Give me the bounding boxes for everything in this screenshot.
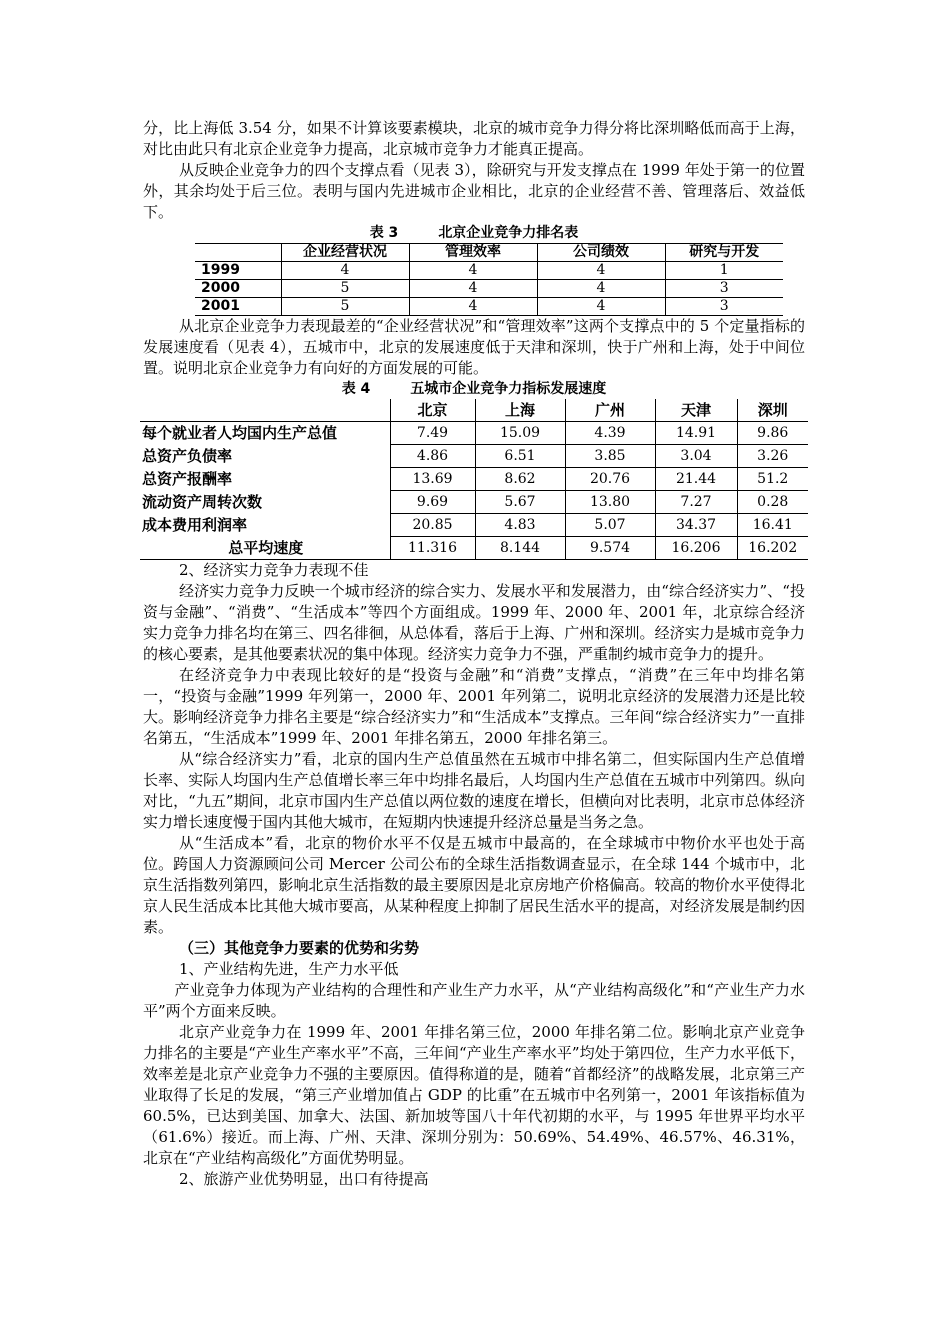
table-cell: 4 (537, 280, 665, 298)
table-row-header: 成本费用利润率 (140, 514, 390, 537)
table-row (195, 298, 783, 316)
table-cell: 13.69 (390, 468, 475, 491)
paragraph: 在经济竞争力中表现比较好的是“投资与金融”和“消费”支撑点，“消费”在三年中均排名第一，“投资与金融”1999 年列第一，2000 年、2001 年列第二，说明北京经济的发展潜力还是比较大。影响经济竞争力排名主要是“综合经济实力”和“生活成本”支撑点。三年间“综合经济实力”一直排名第五，“生活成本”1999 年、2001 年排名第五，2000 年排名第三。 (143, 666, 805, 747)
table-cell: 9.574 (565, 537, 655, 560)
table-cell: 51.2 (737, 468, 808, 491)
table-row (140, 468, 808, 491)
table-cell: 20.85 (390, 514, 475, 537)
document-page (143, 118, 805, 1190)
table-row-header: 1999 (195, 262, 281, 280)
paragraph: 分，比上海低 3.54 分，如果不计算该要素模块，北京的城市竞争力得分将比深圳略低而高于上海，对比由此只有北京企业竞争力提高，北京城市竞争力才能真正提高。 (143, 119, 805, 158)
table-row (195, 262, 783, 280)
table-cell: 4.83 (475, 514, 565, 537)
table-cell: 14.91 (655, 422, 737, 445)
paragraph: 产业竞争力体现为产业结构的合理性和产业生产力水平，从“产业结构高级化”和“产业生产力水平”两个方面来反映。 (143, 981, 805, 1020)
section-heading: 2、经济实力竞争力表现不佳 (179, 561, 369, 579)
table-row (140, 491, 808, 514)
table4-caption-number: 表 4 (341, 381, 371, 397)
paragraph: 从反映企业竞争力的四个支撑点看（见表 3），除研究与开发支撑点在 1999 年处于第一的位置外，其余均处于后三位。表明与国内先进城市企业相比，北京的企业经营不善、管理落后、效益低下。 (143, 161, 805, 221)
table4-caption (143, 379, 805, 399)
table-row (195, 280, 783, 298)
table-cell: 4.86 (390, 445, 475, 468)
table3-caption-number: 表 3 (369, 225, 399, 241)
table-cell: 4 (409, 298, 537, 316)
table3 (195, 243, 783, 316)
table-header-cell (140, 399, 390, 422)
table-cell: 13.80 (565, 491, 655, 514)
table-header-cell: 公司绩效 (537, 244, 665, 262)
table-cell: 4.39 (565, 422, 655, 445)
subsection-heading: 1、产业结构先进，生产力水平低 (179, 960, 399, 978)
paragraph: 从“综合经济实力”看，北京的国内生产总值虽然在五城市中排名第二，但实际国内生产总值增长率、实际人均国内生产总值增长率三年中均排名最后，人均国内生产总值在五城市中列第四。纵向对比，“九五”期间，北京市国内生产总值以两位数的速度在增长，但横向对比表明，北京市总体经济实力增长速度慢于国内其他大城市，在短期内快速提升经济总量是当务之急。 (143, 750, 805, 831)
table-cell: 34.37 (655, 514, 737, 537)
table-row-header: 2001 (195, 298, 281, 316)
table-cell: 4 (281, 262, 409, 280)
table-cell: 4 (409, 262, 537, 280)
table-cell: 11.316 (390, 537, 475, 560)
table-cell: 3.04 (655, 445, 737, 468)
table-row-header: 每个就业者人均国内生产总值 (140, 422, 390, 445)
table-cell: 3.85 (565, 445, 655, 468)
table-cell: 9.86 (737, 422, 808, 445)
table-row-header: 总平均速度 (140, 537, 390, 560)
subsection-heading: 2、旅游产业优势明显，出口有待提高 (179, 1170, 429, 1188)
table-cell: 9.69 (390, 491, 475, 514)
table-row-header: 流动资产周转次数 (140, 491, 390, 514)
table-cell: 7.49 (390, 422, 475, 445)
table-cell: 5.07 (565, 514, 655, 537)
table-row (140, 514, 808, 537)
section-heading: （三）其他竞争力要素的优势和劣势 (179, 939, 420, 957)
table-row-header: 总资产负债率 (140, 445, 390, 468)
table-header-cell (195, 244, 281, 262)
table-header-cell: 广州 (565, 399, 655, 422)
table-header-cell: 北京 (390, 399, 475, 422)
table-row (140, 422, 808, 445)
table-cell: 8.62 (475, 468, 565, 491)
table-row-header: 2000 (195, 280, 281, 298)
table-header-row (195, 244, 783, 262)
table-cell: 4 (537, 298, 665, 316)
table-row (140, 537, 808, 560)
table-header-cell: 研究与开发 (665, 244, 783, 262)
table-header-cell: 深圳 (737, 399, 808, 422)
table-cell: 5 (281, 298, 409, 316)
table-header-row (140, 399, 808, 422)
table-cell: 4 (537, 262, 665, 280)
table-cell: 6.51 (475, 445, 565, 468)
table-cell: 3.26 (737, 445, 808, 468)
paragraph: 北京产业竞争力在 1999 年、2001 年排名第三位，2000 年排名第二位。影响北京产业竞争力排名的主要是“产业生产率水平”不高，三年间“产业生产率水平”均处于第四位，生产力水平低下，效率差是北京产业竞争力不强的主要原因。值得称道的是，随着“首都经济”的战略发展，北京第三产业取得了长足的发展，“第三产业增加值占 GDP 的比重”在五城市中名列第一，2001 年该指标值为 60.5%，已达到美国、加拿大、法国、新加坡等国八十年代初期的水平，与 1995 年世界平均水平（61.6%）接近。而上海、广州、天津、深圳分别为：50.69%、54.49%、46.57%、46.31%，北京在“产业结构高级化”方面优势明显。 (143, 1023, 805, 1167)
table-cell: 5.67 (475, 491, 565, 514)
table4 (140, 399, 808, 560)
paragraph: 从北京企业竞争力表现最差的“企业经营状况”和“管理效率”这两个支撑点中的 5 个定量指标的发展速度看（见表 4），五城市中，北京的发展速度低于天津和深圳，快于广州和上海，处于中间位置。说明北京企业竞争力有向好的方面发展的可能。 (143, 317, 805, 377)
table-cell: 8.144 (475, 537, 565, 560)
paragraph: 从“生活成本”看，北京的物价水平不仅是五城市中最高的，在全球城市中物价水平也处于高位。跨国人力资源顾问公司 Mercer 公司公布的全球生活指数调查显示，在全球 144 个城市中，北京生活指数列第四，影响北京生活指数的最主要原因是北京房地产价格偏高。较高的物价水平使得北京人民生活成本比其他大城市要高，从某种程度上抑制了居民生活水平的提高，对经济发展是制约因素。 (143, 834, 805, 936)
table-cell: 16.206 (655, 537, 737, 560)
table-cell: 5 (281, 280, 409, 298)
table-row-header: 总资产报酬率 (140, 468, 390, 491)
table-cell: 4 (409, 280, 537, 298)
table-cell: 7.27 (655, 491, 737, 514)
table-header-cell: 企业经营状况 (281, 244, 409, 262)
table3-caption (143, 223, 805, 243)
table-row (140, 445, 808, 468)
table-header-cell: 天津 (655, 399, 737, 422)
table-cell: 20.76 (565, 468, 655, 491)
table-cell: 21.44 (655, 468, 737, 491)
table-cell: 1 (665, 262, 783, 280)
table3-caption-title: 北京企业竞争力排名表 (438, 225, 579, 241)
paragraph: 经济实力竞争力反映一个城市经济的综合实力、发展水平和发展潜力，由“综合经济实力”、“投资与金融”、“消费”、“生活成本”等四个方面组成。1999 年、2000 年、2001 年，北京综合经济实力竞争力排名均在第三、四名徘徊，从总体看，落后于上海、广州和深圳。经济实力是城市竞争力的核心要素，是其他要素状况的集中体现。经济实力竞争力不强，严重制约城市竞争力的提升。 (143, 582, 805, 663)
table-cell: 15.09 (475, 422, 565, 445)
table-cell: 16.202 (737, 537, 808, 560)
table-cell: 16.41 (737, 514, 808, 537)
table-header-cell: 上海 (475, 399, 565, 422)
table4-caption-title: 五城市企业竞争力指标发展速度 (410, 381, 607, 397)
table-header-cell: 管理效率 (409, 244, 537, 262)
table-cell: 0.28 (737, 491, 808, 514)
table-cell: 3 (665, 280, 783, 298)
table-cell: 3 (665, 298, 783, 316)
